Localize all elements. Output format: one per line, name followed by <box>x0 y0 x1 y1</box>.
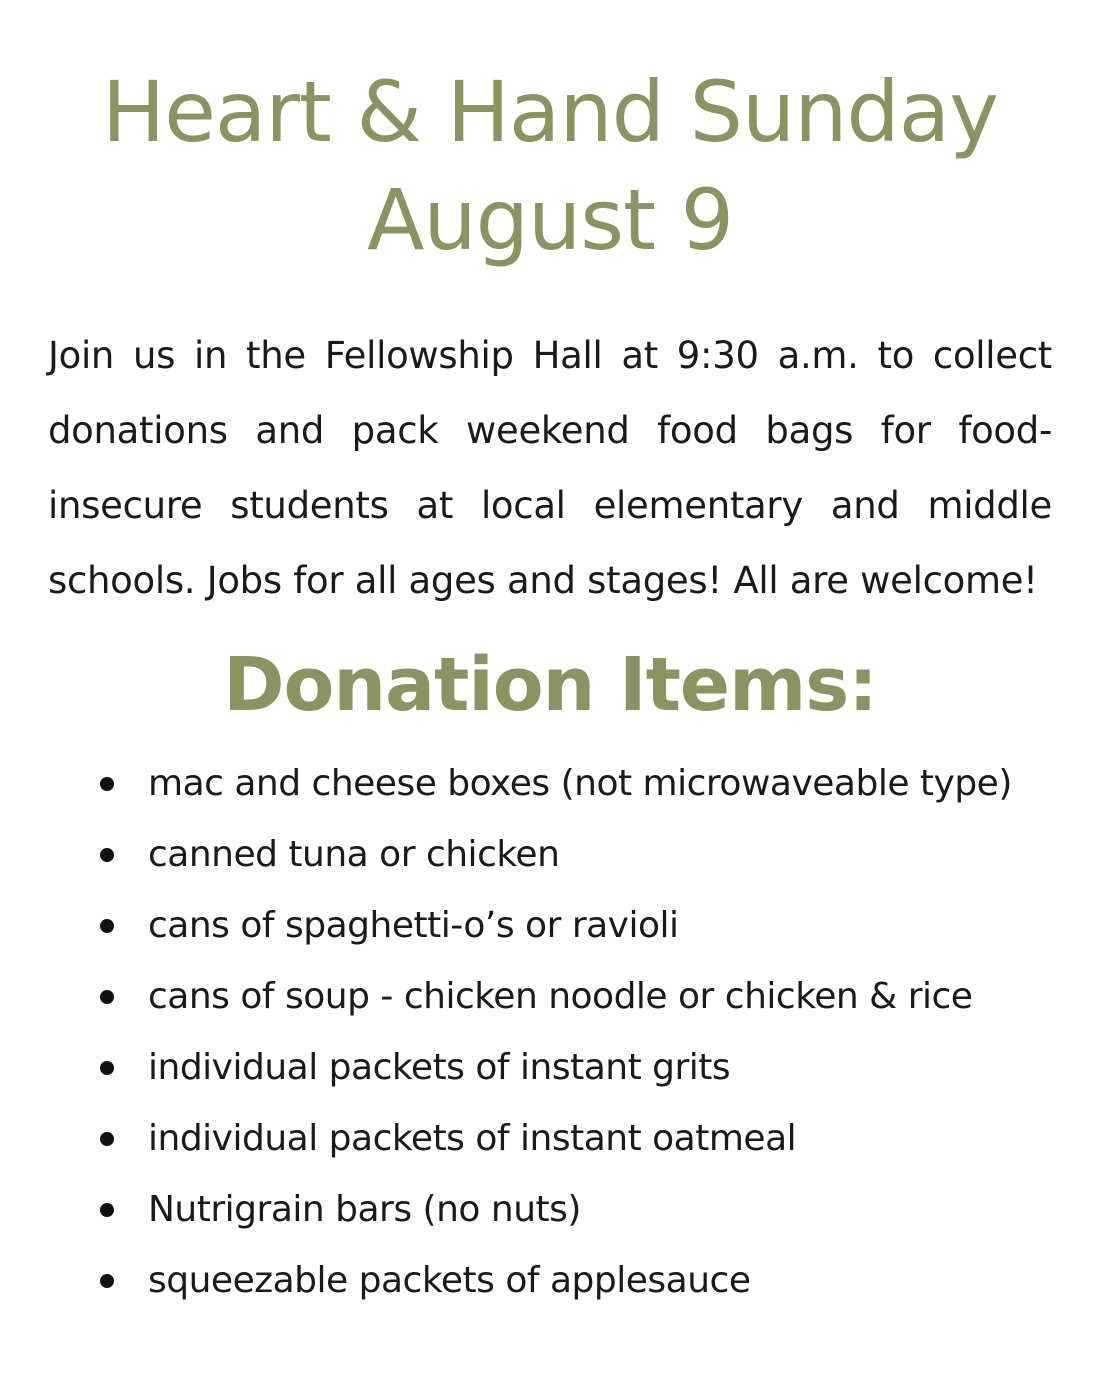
list-item <box>100 1103 1060 1174</box>
bullet-icon <box>100 919 114 933</box>
list-item-text: canned tuna or chicken <box>148 834 560 875</box>
bullet-icon <box>100 777 114 791</box>
list-item <box>100 1174 1060 1245</box>
list-item <box>100 1245 1060 1316</box>
intro-paragraph: Join us in the Fellowship Hall at 9:30 a.m. to collect donations and pack weekend food bags for food-insecure students at local elementary and middle schools. Jobs for all ages and stages! All are welcome! <box>48 334 1052 602</box>
bullet-icon <box>100 848 114 862</box>
title-line-event-name: Heart & Hand Sunday <box>102 63 998 161</box>
list-item <box>100 748 1060 819</box>
list-item-text: cans of soup - chicken noodle or chicken & rice <box>148 976 973 1017</box>
list-item-text: cans of spaghetti-o’s or ravioli <box>148 905 679 946</box>
list-item-text: individual packets of instant grits <box>148 1047 731 1088</box>
list-item-text: mac and cheese boxes (not microwaveable type) <box>148 763 1012 804</box>
title-line-date: August 9 <box>366 171 734 269</box>
donation-items-list <box>100 748 1060 1316</box>
bullet-icon <box>100 990 114 1004</box>
bullet-icon <box>100 1203 114 1217</box>
bullet-icon <box>100 1274 114 1288</box>
list-item <box>100 961 1060 1032</box>
list-item-text: Nutrigrain bars (no nuts) <box>148 1189 581 1230</box>
list-item <box>100 1032 1060 1103</box>
list-item-text: individual packets of instant oatmeal <box>148 1118 797 1159</box>
list-item-text: squeezable packets of applesauce <box>148 1260 751 1301</box>
list-item <box>100 890 1060 961</box>
list-item <box>100 819 1060 890</box>
donation-items-heading: Donation Items: <box>223 642 877 728</box>
bullet-icon <box>100 1132 114 1146</box>
bullet-icon <box>100 1061 114 1075</box>
